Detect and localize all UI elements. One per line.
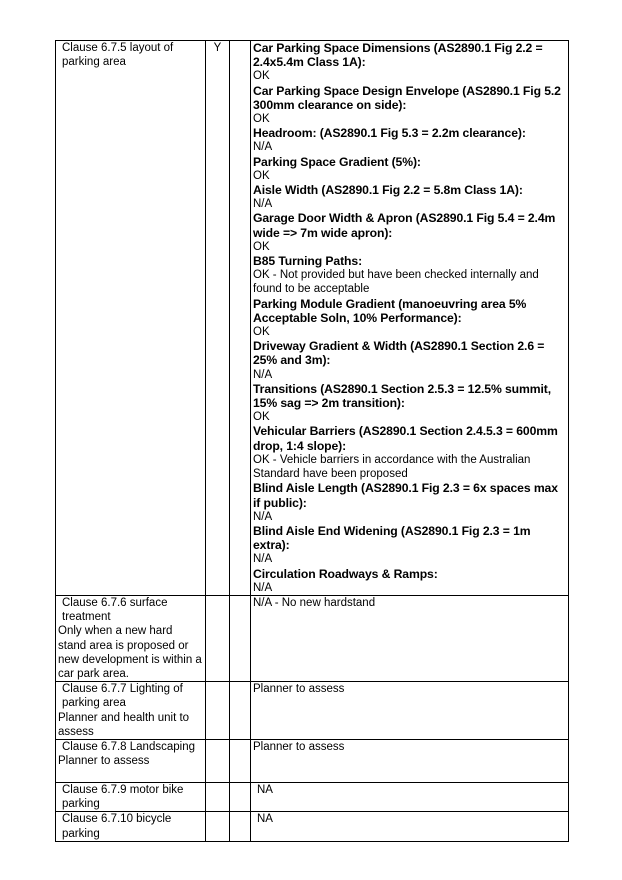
check-heading: B85 Turning Paths: — [253, 254, 363, 269]
blank-cell — [230, 41, 251, 596]
comment-cell — [251, 41, 569, 596]
comment-cell — [251, 739, 569, 782]
check-value: OK — [253, 240, 270, 253]
check-heading: Transitions (AS2890.1 Section 2.5.3 = 12.5% summit, 15% sag => 2m transition): — [253, 381, 552, 411]
comment-text: NA — [257, 813, 273, 826]
check-item — [253, 297, 566, 340]
check-heading: Car Parking Space Dimensions (AS2890.1 Fig 2.2 = 2.4x5.4m Class 1A): — [253, 41, 543, 70]
flag-cell — [206, 595, 230, 681]
check-heading: Driveway Gradient & Width (AS2890.1 Section 2.6 = 25% and 3m): — [253, 339, 545, 368]
check-heading: Blind Aisle End Widening (AS2890.1 Fig 2.3 = 1m extra): — [253, 523, 531, 553]
check-value: N/A — [253, 141, 273, 154]
check-heading: Headroom: (AS2890.1 Fig 5.3 = 2.2m clearance): — [253, 126, 526, 141]
check-value: OK — [253, 113, 270, 126]
check-value: N/A — [253, 198, 273, 211]
clause-cell — [56, 595, 206, 681]
table-row — [56, 595, 569, 681]
comment-cell — [251, 682, 569, 740]
clause-note: Planner to assess — [58, 755, 150, 768]
comment-cell — [251, 812, 569, 841]
check-heading: Parking Space Gradient (5%): — [253, 154, 421, 169]
check-item — [253, 567, 566, 595]
check-heading: Vehicular Barriers (AS2890.1 Section 2.4.5.3 = 600mm drop, 1:4 slope): — [253, 424, 558, 453]
clause-note: Planner and health unit to assess — [58, 711, 190, 738]
check-item — [253, 254, 566, 297]
clause-note: Only when a new hard stand area is proposed or new development is within a car park area. — [58, 625, 202, 680]
flag-cell — [206, 782, 230, 811]
check-item — [253, 211, 566, 254]
check-heading: Garage Door Width & Apron (AS2890.1 Fig 5.4 = 2.4m wide => 7m wide apron): — [253, 211, 556, 240]
flag-cell — [206, 682, 230, 740]
check-value: OK — [253, 411, 270, 424]
compliance-table — [55, 40, 569, 842]
clause-title: Clause 6.7.8 Landscaping — [62, 740, 195, 753]
flag-value: Y — [213, 42, 222, 54]
check-value: OK — [253, 70, 270, 83]
clause-cell — [56, 739, 206, 782]
check-item — [253, 524, 566, 567]
check-item — [253, 84, 566, 127]
comment-cell — [251, 782, 569, 811]
blank-cell — [230, 595, 251, 681]
table-row — [56, 782, 569, 811]
check-item — [253, 339, 566, 382]
check-heading: Blind Aisle Length (AS2890.1 Fig 2.3 = 6x spaces max if public): — [253, 481, 558, 510]
check-item — [253, 183, 566, 211]
table-row — [56, 739, 569, 782]
clause-title: Clause 6.7.7 Lighting of parking area — [62, 683, 183, 710]
comment-text: Planner to assess — [253, 740, 345, 753]
comment-text: Planner to assess — [253, 683, 345, 696]
check-item — [253, 41, 566, 84]
comment-text: N/A - No new hardstand — [253, 596, 376, 609]
clause-title: Clause 6.7.10 bicycle parking — [62, 813, 172, 840]
flag-cell — [206, 812, 230, 841]
table-row — [56, 812, 569, 841]
clause-cell — [56, 782, 206, 811]
blank-cell — [230, 812, 251, 841]
check-value: OK - Not provided but have been checked internally and found to be acceptable — [253, 269, 539, 296]
check-value: N/A — [253, 581, 273, 594]
clause-title: Clause 6.7.9 motor bike parking — [62, 783, 184, 811]
check-heading: Car Parking Space Design Envelope (AS2890.1 Fig 5.2 300mm clearance on side): — [253, 83, 561, 112]
blank-cell — [230, 782, 251, 811]
table-row — [56, 682, 569, 740]
comment-text: NA — [257, 783, 273, 796]
flag-cell — [206, 739, 230, 782]
check-heading: Aisle Width (AS2890.1 Fig 2.2 = 5.8m Class 1A): — [253, 183, 523, 198]
check-value: N/A — [253, 368, 273, 381]
check-value: N/A — [253, 553, 273, 566]
clause-cell — [56, 682, 206, 740]
flag-cell — [206, 41, 230, 596]
blank-cell — [230, 739, 251, 782]
clause-title: Clause 6.7.5 layout of parking area — [62, 42, 174, 69]
comment-cell — [251, 595, 569, 681]
check-item — [253, 382, 566, 425]
check-item — [253, 155, 566, 183]
check-value: OK - Vehicle barriers in accordance with the Australian Standard have been proposed — [253, 453, 531, 481]
check-heading: Circulation Roadways & Ramps: — [253, 566, 438, 581]
check-value: OK — [253, 169, 270, 182]
check-item — [253, 481, 566, 524]
check-item — [253, 126, 566, 154]
check-heading: Parking Module Gradient (manoeuvring area 5% Acceptable Soln, 10% Performance): — [253, 296, 527, 325]
clause-title: Clause 6.7.6 surface treatment — [62, 596, 168, 624]
check-item — [253, 424, 566, 481]
clause-cell — [56, 41, 206, 596]
check-value: OK — [253, 326, 270, 339]
clause-cell — [56, 812, 206, 841]
blank-cell — [230, 682, 251, 740]
check-value: N/A — [253, 510, 273, 523]
table-row — [56, 41, 569, 596]
